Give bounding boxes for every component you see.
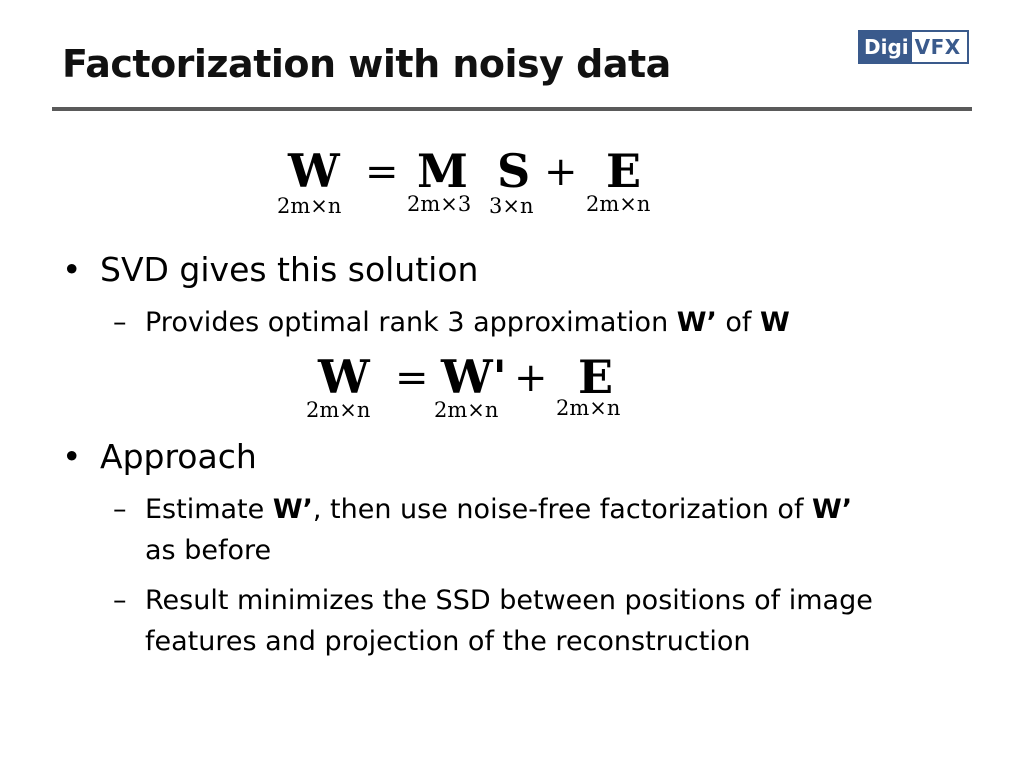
eq2-w: W (318, 350, 370, 404)
subbullet-text-line2: features and projection of the reconstruction (145, 626, 751, 657)
subbullet-text-line2: as before (145, 535, 272, 566)
eq1-m-sub: 2m×3 (407, 192, 472, 216)
subbullet-text-line1: Result minimizes the SSD between positions of image (145, 585, 873, 616)
bullet-text: SVD gives this solution (100, 250, 479, 289)
subbullet-marker: – (113, 494, 127, 525)
eq1-w: W (288, 144, 340, 198)
eq2-plus: + (514, 355, 548, 401)
subbullet-bold-wprime: W’ (272, 494, 313, 525)
subbullet-marker: – (113, 307, 127, 338)
eq1-e: E (606, 144, 642, 198)
eq1-s-sub: 3×n (489, 194, 534, 218)
eq2-wprime: W' (441, 350, 507, 404)
subbullet-estimate (113, 489, 965, 571)
slide-title: Factorization with noisy data (62, 42, 671, 86)
eq1-w-sub: 2m×n (277, 194, 342, 218)
eq1-e-sub: 2m×n (586, 192, 651, 216)
subbullet-marker: – (113, 585, 127, 616)
subbullet-rank3 (113, 302, 790, 343)
subbullet-bold-wprime: W’ (676, 307, 717, 338)
title-divider (52, 107, 972, 111)
bullet-marker: • (62, 437, 82, 476)
logo-digi-text: Digi (860, 32, 912, 62)
bullet-svd (62, 250, 479, 289)
eq2-w-sub: 2m×n (306, 398, 371, 422)
eq1-s: S (497, 144, 531, 198)
digivfx-logo (858, 30, 969, 64)
eq1-plus: + (544, 149, 578, 195)
eq1-m: M (417, 144, 468, 198)
eq2-e-sub: 2m×n (556, 396, 621, 420)
bullet-approach (62, 437, 257, 476)
subbullet-text-pre: Provides optimal rank 3 approximation (145, 307, 677, 338)
subbullet-text-pre: Estimate (145, 494, 273, 525)
eq2-wprime-sub: 2m×n (434, 398, 499, 422)
eq2-equals: = (395, 355, 429, 401)
logo-vfx-text: VFX (914, 35, 961, 59)
subbullet-bold-wprime-2: W’ (812, 494, 853, 525)
subbullet-text-mid: , then use noise-free factorization of (312, 494, 813, 525)
bullet-marker: • (62, 250, 82, 289)
subbullet-bold-w: W (760, 307, 790, 338)
bullet-text: Approach (100, 437, 257, 476)
subbullet-text-mid: of (716, 307, 761, 338)
eq1-equals: = (365, 149, 399, 195)
eq2-e: E (578, 350, 614, 404)
subbullet-result (113, 580, 965, 662)
